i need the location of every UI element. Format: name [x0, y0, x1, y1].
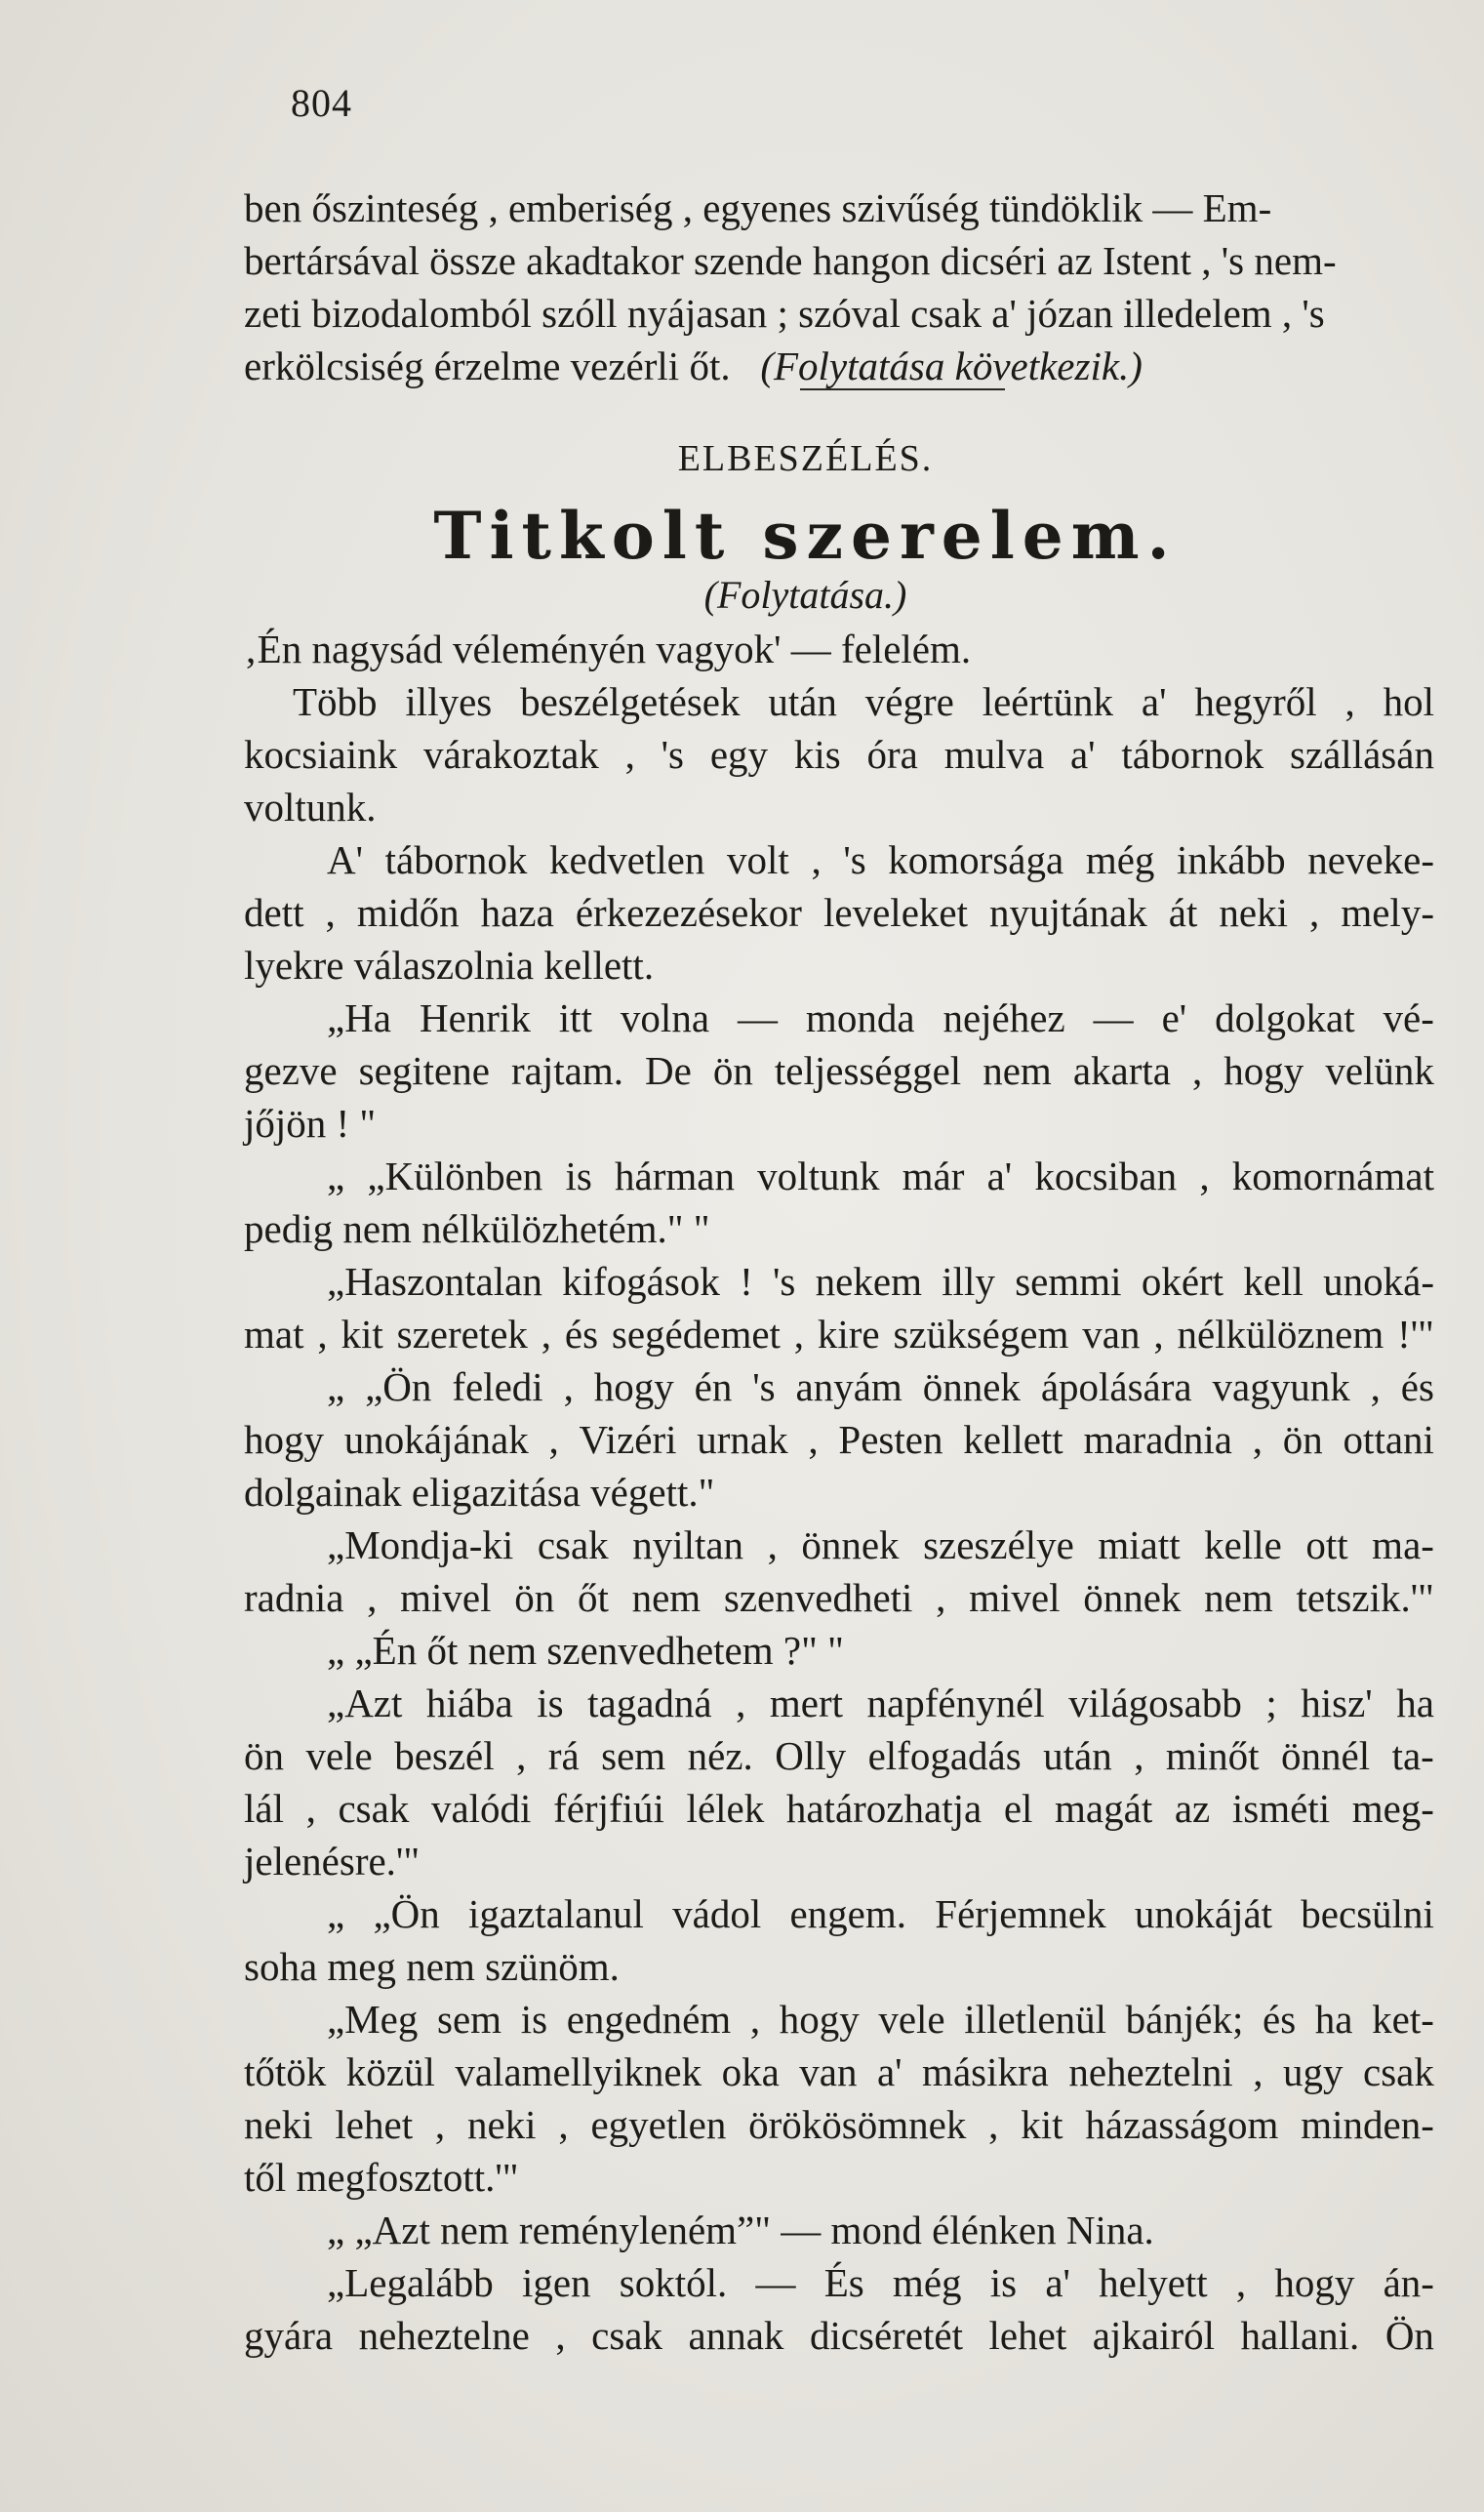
- text-line: mat , kit szeretek , és segédemet , kire szükségem van , nélkülöznem !'": [244, 1312, 1434, 1357]
- text-line: erkölcsiség érzelme vezérli őt. (Folytatása következik.): [244, 340, 1434, 392]
- text-line: neki lehet , neki , egyetlen örökösömnek , kit házasságom minden-: [244, 2102, 1434, 2147]
- text-line: A' tábornok kedvetlen volt , 's komorsága még inkább neveke-: [327, 837, 1434, 882]
- text-line: kocsiaink várakoztak , 's egy kis óra mulva a' tábornok szállásán: [244, 732, 1434, 777]
- story-body: [244, 623, 1434, 2362]
- text-line: ben őszinteség , emberiség , egyenes szivűség tündöklik — Em-: [244, 185, 1272, 230]
- text-line: dett , midőn haza érkezezésekor leveleket nyujtának át neki , mely-: [244, 890, 1434, 935]
- text-line: dolgainak eligazitása végett.": [244, 1470, 715, 1515]
- text-line: gyára neheztelne , csak annak dicséretét lehet ajkairól hallani. Ön: [244, 2313, 1434, 2358]
- text-line: „Azt hiába is tagadná , mert napfénynél világosabb ; hisz' ha: [327, 1681, 1434, 1725]
- section-label: ELBESZÉLÉS.: [677, 438, 934, 479]
- text-line: hogy unokájának , Vizéri urnak , Pesten kellett maradnia , ön ottani: [244, 1417, 1434, 1462]
- text-line: pedig nem nélkülözhetém." ": [244, 1206, 710, 1251]
- text-line: „Mondja-ki csak nyiltan , önnek szeszélye miatt kelle ott ma-: [327, 1522, 1434, 1567]
- text-line: „ „Ön feledi , hogy én 's anyám önnek ápolására vagyunk , és: [327, 1364, 1434, 1409]
- text-line: „Haszontalan kifogások ! 's nekem illy semmi okért kell unoká-: [327, 1259, 1434, 1304]
- text-line: „ „Ön igaztalanul vádol engem. Férjemnek unokáját becsülni: [327, 1891, 1434, 1936]
- text-line: jelenésre.'": [244, 1839, 421, 1884]
- text-line: ön vele beszél , rá sem néz. Olly elfogadás után , minőt önnél ta-: [244, 1733, 1434, 1778]
- text-line: „Meg sem is engedném , hogy vele illetlenül bánjék; és ha ket-: [327, 1997, 1434, 2042]
- text-line: ‚Én nagysád véleményén vagyok' — felelém.: [244, 627, 972, 671]
- text-line: voltunk.: [244, 785, 377, 830]
- text-line: lyekre válaszolnia kellett.: [244, 943, 655, 988]
- text-line: gezve segitene rajtam. De ön teljességgel nem akarta , hogy velünk: [244, 1048, 1434, 1093]
- text-line: „ „Azt nem reménylenémˮ" — mond élénken Nina.: [327, 2208, 1154, 2252]
- text-line: „Ha Henrik itt volna — monda nejéhez — e' dolgokat vé-: [327, 995, 1434, 1040]
- text-line: jőjön ! ": [244, 1101, 377, 1146]
- text-line: lál , csak valódi férjfiúi lélek határozhatja el magát az isméti meg-: [244, 1786, 1434, 1831]
- text-line: „ „Én őt nem szenvedhetem ?" ": [327, 1628, 844, 1673]
- story-subtitle: (Folytatása.): [703, 573, 907, 617]
- text-line: bertársával össze akadtakor szende hangon dicséri az Istent , 's nem-: [244, 238, 1337, 283]
- story-title: Titkolt szerelem.: [433, 498, 1178, 574]
- section-divider: [800, 388, 1005, 390]
- text-line: radnia , mivel ön őt nem szenvedheti , mivel önnek nem tetszik.'": [244, 1575, 1434, 1620]
- paragraph-top: [244, 182, 1434, 392]
- text-line: zeti bizodalomból szóll nyájasan ; szóval csak a' józan illedelem , 's: [244, 291, 1325, 336]
- continuation-note: (Folytatása következik.): [760, 344, 1143, 388]
- text-line: „Legalább igen soktól. — És még is a' helyett , hogy án-: [327, 2260, 1434, 2305]
- page-number: 804: [291, 81, 352, 125]
- text-line: „ „Különben is hárman voltunk már a' kocsiban , komornámat: [327, 1154, 1434, 1198]
- text-line: től megfosztott.'": [244, 2155, 519, 2200]
- text-line: tőtök közül valamellyiknek oka van a' másikra neheztelni , ugy csak: [244, 2049, 1434, 2094]
- text-line: Több illyes beszélgetések után végre leértünk a' hegyről , hol: [293, 679, 1434, 724]
- text-line: soha meg nem szünöm.: [244, 1944, 620, 1989]
